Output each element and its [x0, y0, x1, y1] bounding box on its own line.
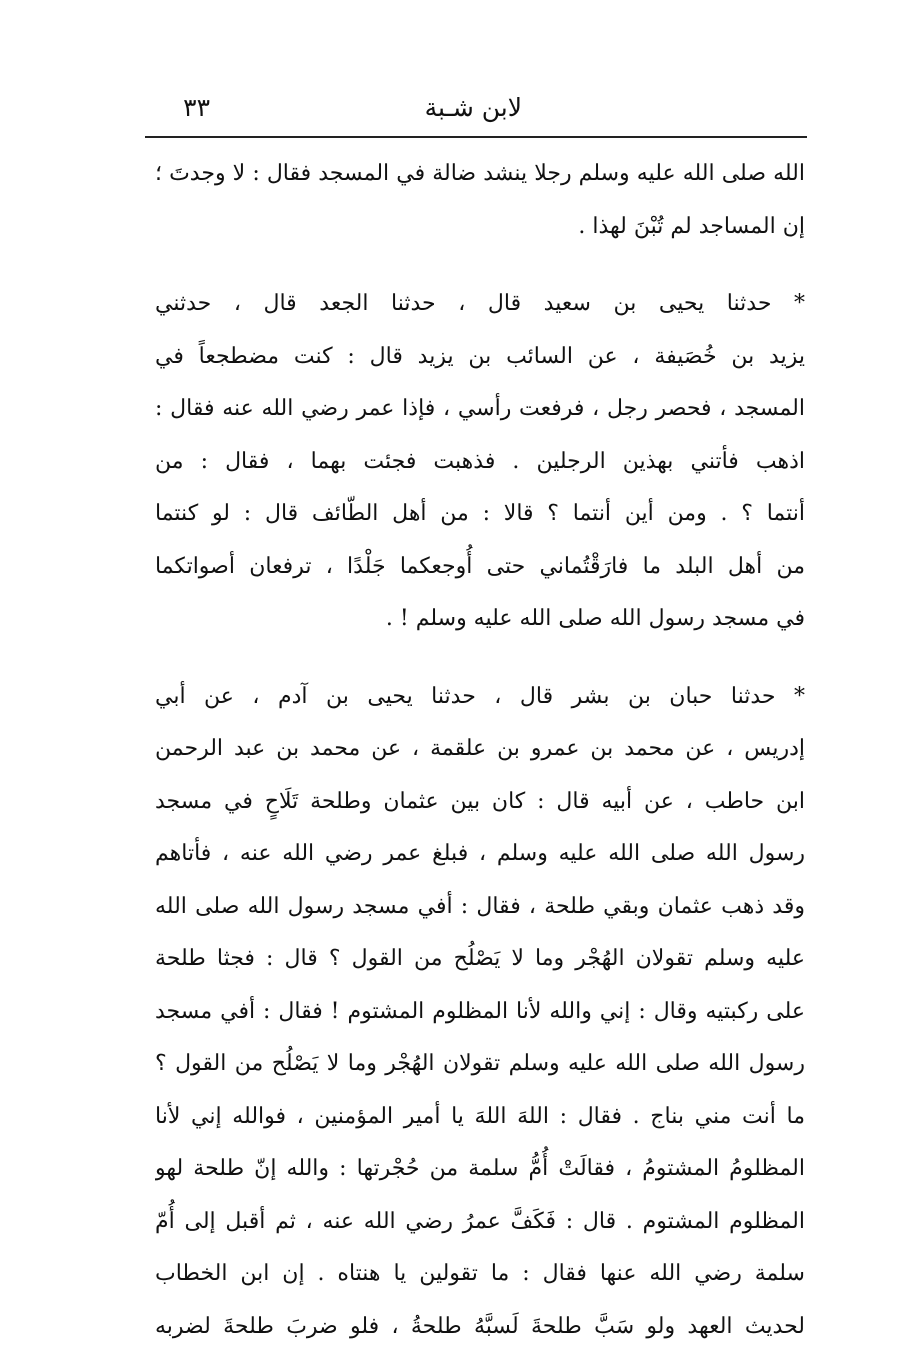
paragraph-gap: [155, 253, 805, 278]
paragraph-gap: [155, 646, 805, 671]
text-line: يزيد بن خُصَيفة ، عن السائب بن يزيد قال : كنت مضطجعاً في: [155, 343, 805, 369]
text-line: ابن حاطب ، عن أبيه قال : كان بين عثمان وطلحة تَلَاحٍ في مسجد: [155, 788, 805, 814]
running-header: [145, 88, 805, 128]
paragraph-continuation: [155, 148, 805, 253]
text-line: ما أنت مني بناج . فقال : اللهَ اللهَ يا أمير المؤمنين ، فوالله إني لأنا: [155, 1103, 805, 1129]
text-line: الله صلى الله عليه وسلم رجلا ينشد ضالة في المسجد فقال : لا وجدتَ ؛: [155, 161, 805, 186]
text-line: رسول الله صلى الله عليه وسلم ، فبلغ عمر رضي الله عنه ، فأتاهم: [155, 841, 805, 866]
body-text: [155, 148, 805, 1353]
text-line: * حدثنا يحيى بن سعيد قال ، حدثنا الجعد قال ، حدثني: [155, 291, 805, 316]
paragraph-hadith-2: [155, 671, 805, 1354]
text-line: في مسجد رسول الله صلى الله عليه وسلم ! .: [385, 606, 805, 631]
text-line: من أهل البلد ما فارَقْتُماني حتى أُوجعكما جَلْدًا ، ترفعان أصواتكما: [155, 553, 805, 579]
text-line: * حدثنا حبان بن بشر قال ، حدثنا يحيى بن آدم ، عن أبي: [155, 683, 805, 709]
text-line: على ركبتيه وقال : إني والله لأنا المظلوم المشتوم ! فقال : أفي مسجد: [155, 998, 805, 1024]
page-number: ٣٣: [183, 93, 210, 122]
text-line: سلمة رضي الله عنها فقال : ما تقولين يا هنتاه . إن ابن الخطاب: [155, 1261, 805, 1286]
text-line: لحديث العهد ولو سَبَّ طلحةَ لَسبَّهُ طلحةُ ، فلو ضربَ طلحةَ لضربه: [155, 1313, 805, 1339]
text-line: إن المساجد لم تُبْنَ لهذا .: [578, 213, 805, 239]
text-line: إدريس ، عن محمد بن عمرو بن علقمة ، عن محمد بن عبد الرحمن: [155, 736, 805, 761]
text-line: المظلومُ المشتومُ ، فقالَتْ أُمُّ سلمة من حُجْرتها : والله إنّ طلحة لهو: [155, 1156, 805, 1181]
text-line: رسول الله صلى الله عليه وسلم تقولان الهُجْر وما لا يَصْلُح من القول ؟: [155, 1051, 805, 1076]
text-line: المسجد ، فحصر رجل ، فرفعت رأسي ، فإذا عمر رضي الله عنه فقال :: [155, 396, 805, 421]
text-line: وقد ذهب عثمان وبقي طلحة ، فقال : أفي مسجد رسول الله صلى الله: [155, 893, 805, 919]
text-line: المظلوم المشتوم . قال : فَكَفَّ عمرُ رضي الله عنه ، ثم أقبل إلى أُمّ: [155, 1208, 805, 1234]
header-title: لابن شـبة: [424, 93, 522, 122]
text-line: اذهب فأتني بهذين الرجلين . فذهبت فجئت بهما ، فقال : من: [155, 448, 805, 474]
header-rule: [145, 136, 807, 138]
text-line: عليه وسلم تقولان الهُجْر وما لا يَصْلُح من القول ؟ قال : فجثا طلحة: [155, 946, 805, 971]
paragraph-hadith-1: [155, 278, 805, 646]
text-line: أنتما ؟ . ومن أين أنتما ؟ قالا : من أهل الطّائف قال : لو كنتما: [155, 501, 805, 526]
